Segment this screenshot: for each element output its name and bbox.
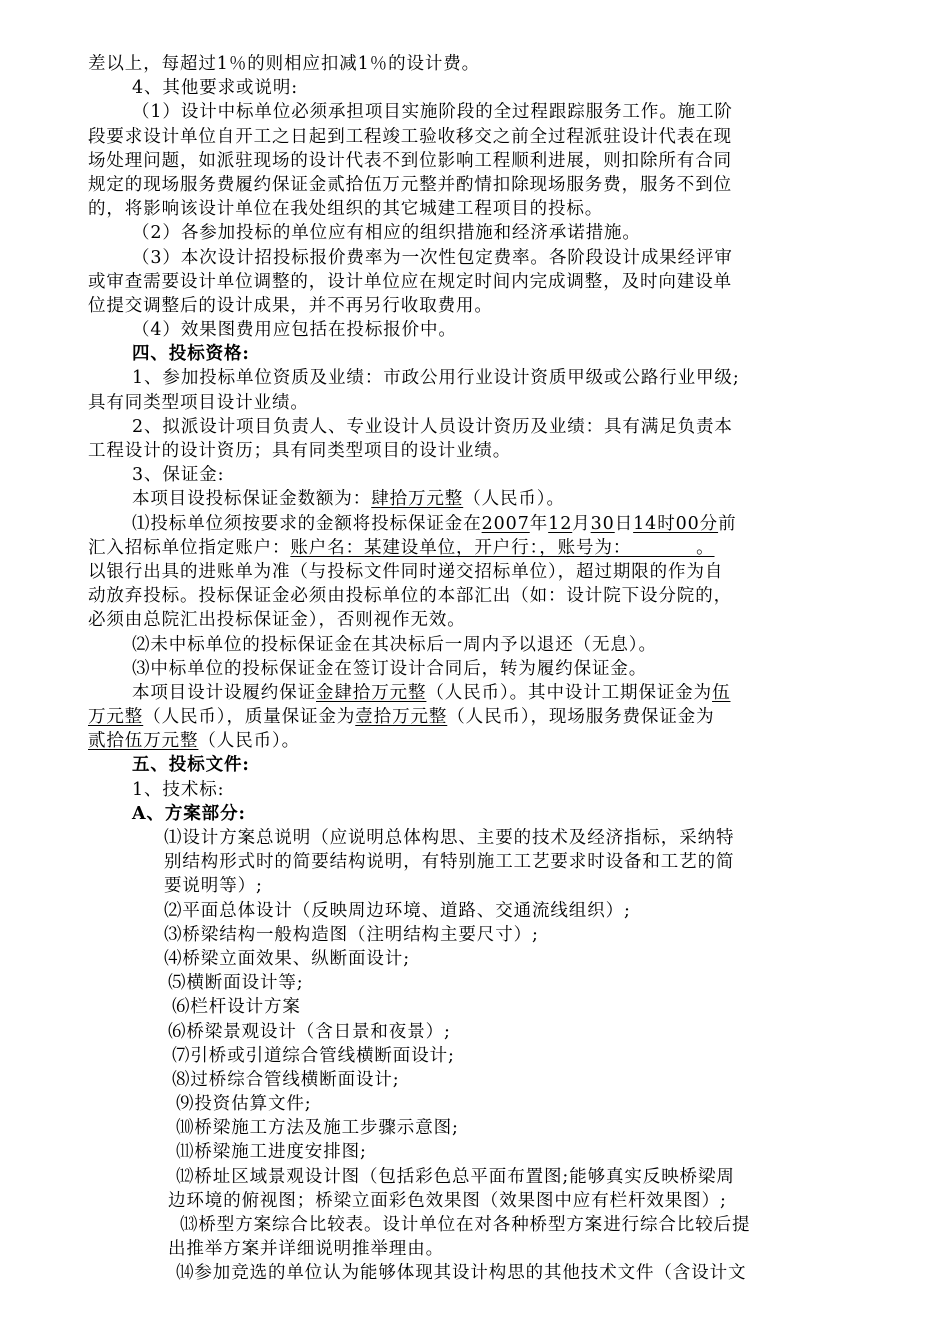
section-title: 五、投标文件: [132, 755, 250, 776]
list-item-continuation: 出推举方案并详细说明推举理由。 [168, 1239, 444, 1260]
list-item: ⒀桥型方案综合比较表。设计单位在对各种桥型方案进行综合比较后提 [180, 1215, 751, 1235]
text-line: 差以上，每超过1％的则相应扣减1％的设计费。 [88, 54, 481, 74]
paragraph-line: 的，将影响该设计单位在我处组织的其它城建工程项目的投标。 [88, 199, 604, 220]
performance-amount: 金肆拾万元整 [316, 682, 427, 703]
paragraph-line: （1）设计中标单位必须承担项目实施阶段的全过程跟踪服务工作。施工阶 [132, 102, 733, 123]
paragraph-line: 或审查需要设计单位调整的，设计单位应在规定时间内完成调整，及时向建设单 [88, 271, 732, 292]
performance-text: （人民币），质量保证金为 [143, 707, 356, 728]
paragraph-line: 动放弃投标。投标保证金必须由投标单位的本部汇出（如：设计院下设分院的， [88, 586, 732, 607]
list-item: ⑶桥梁结构一般构造图（注明结构主要尺寸）; [164, 924, 539, 945]
deadline-line [88, 512, 878, 536]
paragraph-line: （2）各参加投标的单位应有相应的组织措施和经济承诺措施。 [132, 223, 641, 244]
paragraph-line: 位提交调整后的设计成果，并不再另行收取费用。 [88, 295, 493, 316]
document-page [88, 52, 878, 1286]
list-item: ⑵平面总体设计（反映周边环境、道路、交通流线组织）; [164, 900, 631, 921]
list-item: ⑼投资估算文件; [176, 1094, 312, 1115]
account-value: 账户名：某建设单位，开户行：，账号为： 。 [290, 537, 715, 558]
paragraph-line: ⑵未中标单位的投标保证金在其决标后一周内予以退还（无息）。 [132, 634, 657, 655]
list-item: ⑾桥梁施工进度安排图; [176, 1142, 367, 1163]
paragraph-line: ⑶中标单位的投标保证金在签订设计合同后，转为履约保证金。 [132, 658, 648, 679]
account-line [88, 536, 878, 560]
schedule-deposit-amount: 伍 [712, 682, 731, 703]
list-item: ⑻过桥综合管线横断面设计; [172, 1069, 400, 1090]
paragraph-line: 1、参加投标单位资质及业绩：市政公用行业设计资质甲级或公路行业甲级; [132, 368, 740, 389]
deadline-text: 日 [614, 513, 634, 534]
deadline-text: 年 [529, 513, 549, 534]
paragraph-line: 3、保证金: [132, 465, 225, 486]
list-item-continuation: 边环境的俯视图；桥梁立面彩色效果图（效果图中应有栏杆效果图）; [168, 1190, 727, 1211]
paragraph-line: （3）本次设计招投标报价费率为一次性包定费率。各阶段设计成果经评审 [132, 247, 733, 268]
account-label: 汇入招标单位指定账户： [88, 537, 291, 558]
deadline-text: 月 [572, 513, 591, 534]
paragraph-line: 2、拟派设计项目负责人、专业设计人员设计资历及业绩：具有满足负责本 [132, 416, 733, 437]
list-item-continuation: 要说明等）; [164, 876, 263, 897]
paragraph-line: 必须由总院汇出投标保证金），否则视作无效。 [88, 610, 466, 631]
deadline-time: 14时00分 [633, 513, 719, 534]
deposit-amount-line [88, 487, 878, 511]
deposit-value: 肆拾万元整 [371, 489, 464, 510]
list-item: ⒁参加竞选的单位认为能够体现其设计构思的其他技术文件（含设计文 [176, 1263, 747, 1284]
list-item: ⑷桥梁立面效果、纵断面设计; [164, 948, 410, 969]
performance-text: 本项目设计设履约保证 [132, 682, 316, 703]
performance-text: （人民币），现场服务费保证金为 [447, 707, 715, 728]
performance-line [88, 729, 878, 753]
deadline-text: ⑴投标单位须按要求的金额将投标保证金在 [132, 513, 482, 534]
paragraph-line: 工程设计的设计资历；具有同类型项目的设计业绩。 [88, 441, 512, 461]
schedule-deposit-amount: 万元整 [88, 707, 144, 728]
paragraph-line: 1、技术标: [132, 779, 225, 800]
deposit-currency: （人民币）。 [463, 489, 565, 510]
site-service-deposit-amount: 贰拾伍万元整 [88, 731, 199, 752]
list-item: ⑺引桥或引道综合管线横断面设计; [172, 1045, 455, 1066]
list-item: ⑿桥址区域景观设计图（包括彩色总平面布置图;能够真实反映桥梁周 [176, 1166, 735, 1187]
performance-line [88, 705, 878, 729]
list-item: ⑽桥梁施工方法及施工步骤示意图; [176, 1118, 459, 1139]
list-item: ⑸横断面设计等; [168, 973, 304, 994]
list-item: ⑹栏杆设计方案 [172, 997, 301, 1018]
paragraph-line: （4）效果图费用应包括在投标报价中。 [132, 320, 457, 341]
paragraph-line: 以银行出具的进账单为准（与投标文件同时递交招标单位），超过期限的作为自 [88, 561, 724, 582]
deadline-year: 2007 [481, 513, 530, 534]
performance-text: （人民币）。其中设计工期保证金为 [426, 682, 713, 703]
list-item: ⑹桥梁景观设计（含日景和夜景）; [168, 1021, 451, 1042]
paragraph-line: 规定的现场服务费履约保证金贰拾伍万元整并酌情扣除现场服务费，服务不到位 [88, 174, 732, 195]
performance-text: （人民币）。 [198, 731, 301, 752]
deadline-text: 前 [718, 513, 737, 534]
list-item: ⑴设计方案总说明（应说明总体构思、主要的技术及经济指标，采纳特 [164, 828, 735, 848]
section-heading: 4、其他要求或说明: [132, 78, 299, 99]
list-item-continuation: 别结构形式时的简要结构说明，有特别施工工艺要求时设备和工艺的简 [164, 852, 735, 873]
paragraph-line: 场处理问题，如派驻现场的设计代表不到位影响工程顺利进展，则扣除所有合同 [88, 150, 732, 171]
deposit-label: 本项目设投标保证金数额为： [132, 489, 372, 510]
section-title: 四、投标资格: [132, 344, 250, 365]
deadline-month: 12 [548, 513, 573, 534]
quality-deposit-amount: 壹拾万元整 [355, 707, 448, 728]
paragraph-line: 具有同类型项目设计业绩。 [88, 392, 309, 413]
performance-line [88, 681, 878, 705]
deadline-day: 30 [590, 513, 615, 534]
paragraph-line: 段要求设计单位自开工之日起到工程竣工验收移交之前全过程派驻设计代表在现 [88, 126, 732, 147]
subsection-title: A、方案部分: [132, 803, 246, 824]
